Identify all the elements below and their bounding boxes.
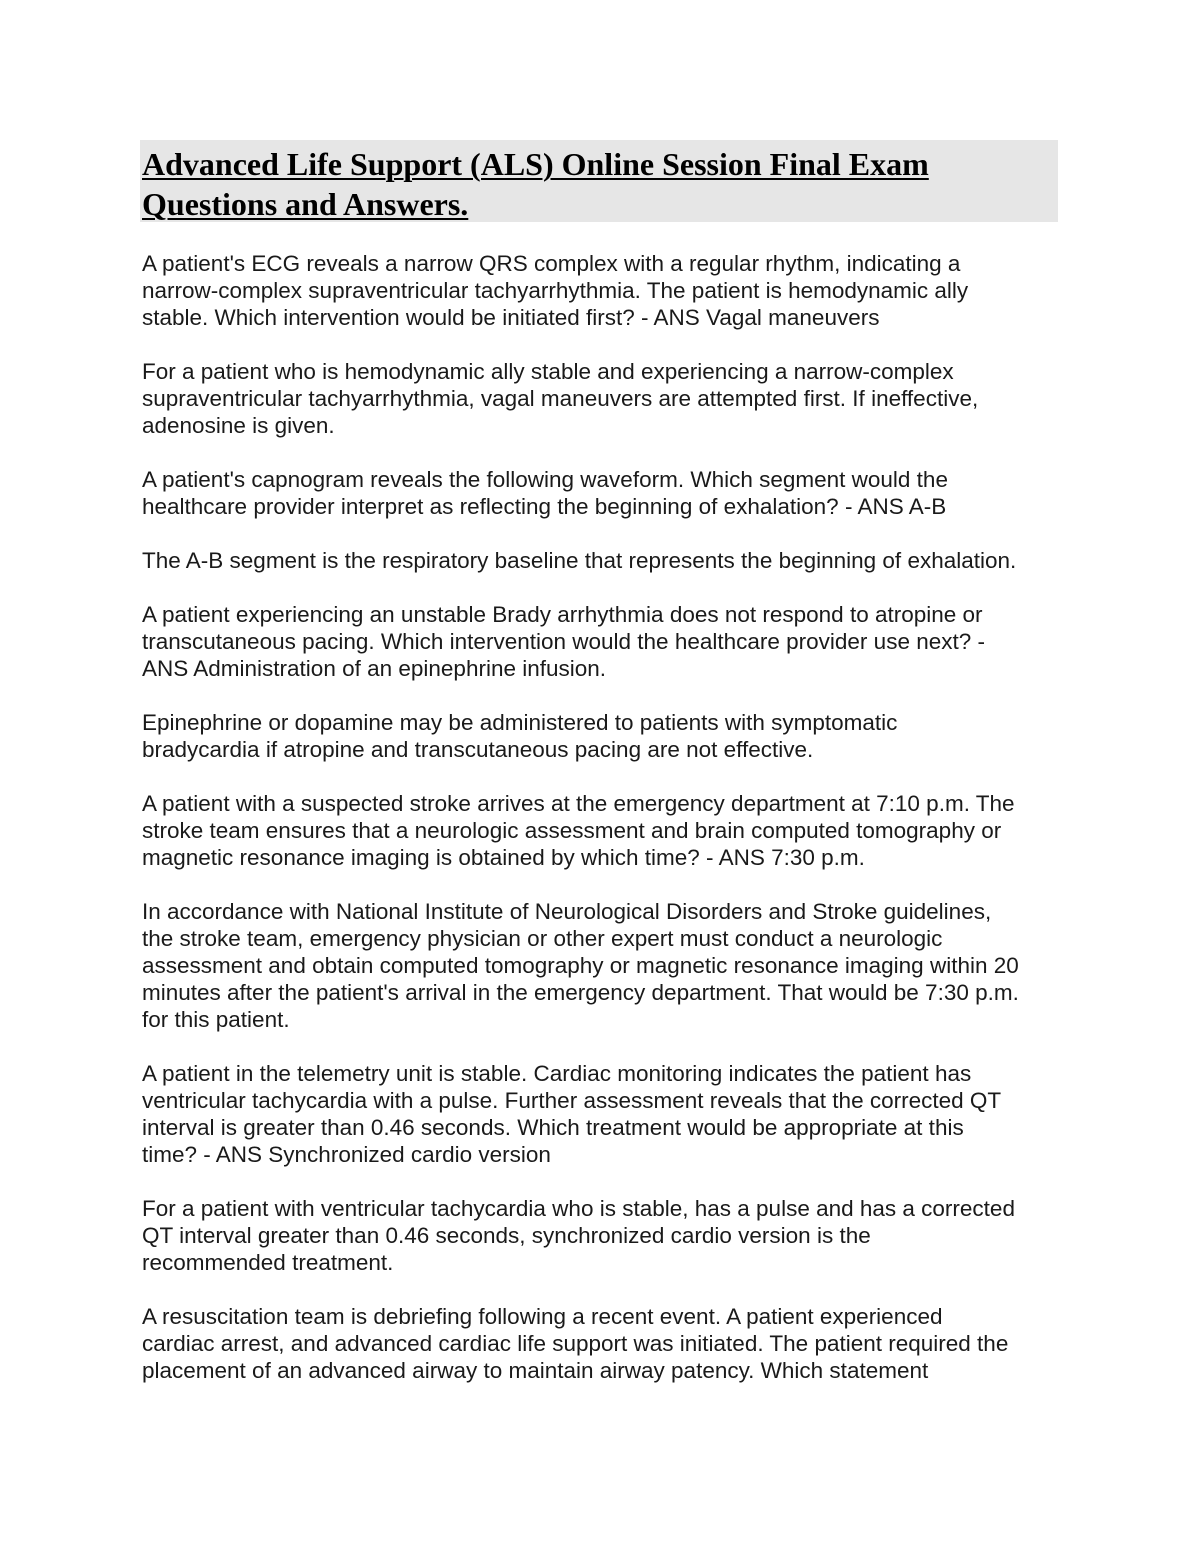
document-title-line-2: Questions and Answers. xyxy=(142,186,469,222)
paragraph-4: The A-B segment is the respiratory baseline that represents the beginning of exhalation. xyxy=(142,548,1017,573)
document-body xyxy=(142,250,1072,1411)
paragraph-3: A patient's capnogram reveals the following waveform. Which segment would the healthcare provider interpret as reflecting the beginning of exhalation? - ANS A-B xyxy=(142,467,948,519)
paragraph-1: A patient's ECG reveals a narrow QRS complex with a regular rhythm, indicating a narrow-complex supraventricular tachyarrhythmia. The patient is hemodynamic ally stable. Which intervention would be initiated first? - ANS Vagal maneuvers xyxy=(142,251,969,330)
paragraph-8: In accordance with National Institute of Neurological Disorders and Stroke guidelines, the stroke team, emergency physician or other expert must conduct a neurologic assessment and obtain computed tomography or magnetic resonance imaging within 20 minutes after the patient's arrival in the emergency department. That would be 7:30 p.m. for this patient. xyxy=(142,899,1019,1032)
paragraph-9: A patient in the telemetry unit is stable. Cardiac monitoring indicates the patient has ventricular tachycardia with a pulse. Further assessment reveals that the corrected QT interval is greater than 0.46 seconds. Which treatment would be appropriate at this time? - ANS Synchronized cardio version xyxy=(142,1061,1002,1167)
paragraph-7: A patient with a suspected stroke arrives at the emergency department at 7:10 p.m. The stroke team ensures that a neurologic assessment and brain computed tomography or magnetic resonance imaging is obtained by which time? - ANS 7:30 p.m. xyxy=(142,791,1015,870)
document-title xyxy=(142,144,1058,224)
paragraph-2: For a patient who is hemodynamic ally stable and experiencing a narrow-complex supraventricular tachyarrhythmia, vagal maneuvers are attempted first. If ineffective, adenosine is given. xyxy=(142,359,979,438)
title-block xyxy=(140,140,1058,222)
paragraph-6: Epinephrine or dopamine may be administered to patients with symptomatic bradycardia if atropine and transcutaneous pacing are not effective. xyxy=(142,710,898,762)
paragraph-11: A resuscitation team is debriefing following a recent event. A patient experienced cardiac arrest, and advanced cardiac life support was initiated. The patient required the placement of an advanced airway to maintain airway patency. Which statement xyxy=(142,1304,1009,1383)
paragraph-5: A patient experiencing an unstable Brady arrhythmia does not respond to atropine or transcutaneous pacing. Which intervention would the healthcare provider use next? - ANS Administration of an epinephrine infusion. xyxy=(142,602,985,681)
document-title-line-1: Advanced Life Support (ALS) Online Session Final Exam xyxy=(142,146,929,182)
paragraph-10: For a patient with ventricular tachycardia who is stable, has a pulse and has a corrected QT interval greater than 0.46 seconds, synchronized cardio version is the recommended treatment. xyxy=(142,1196,1015,1275)
